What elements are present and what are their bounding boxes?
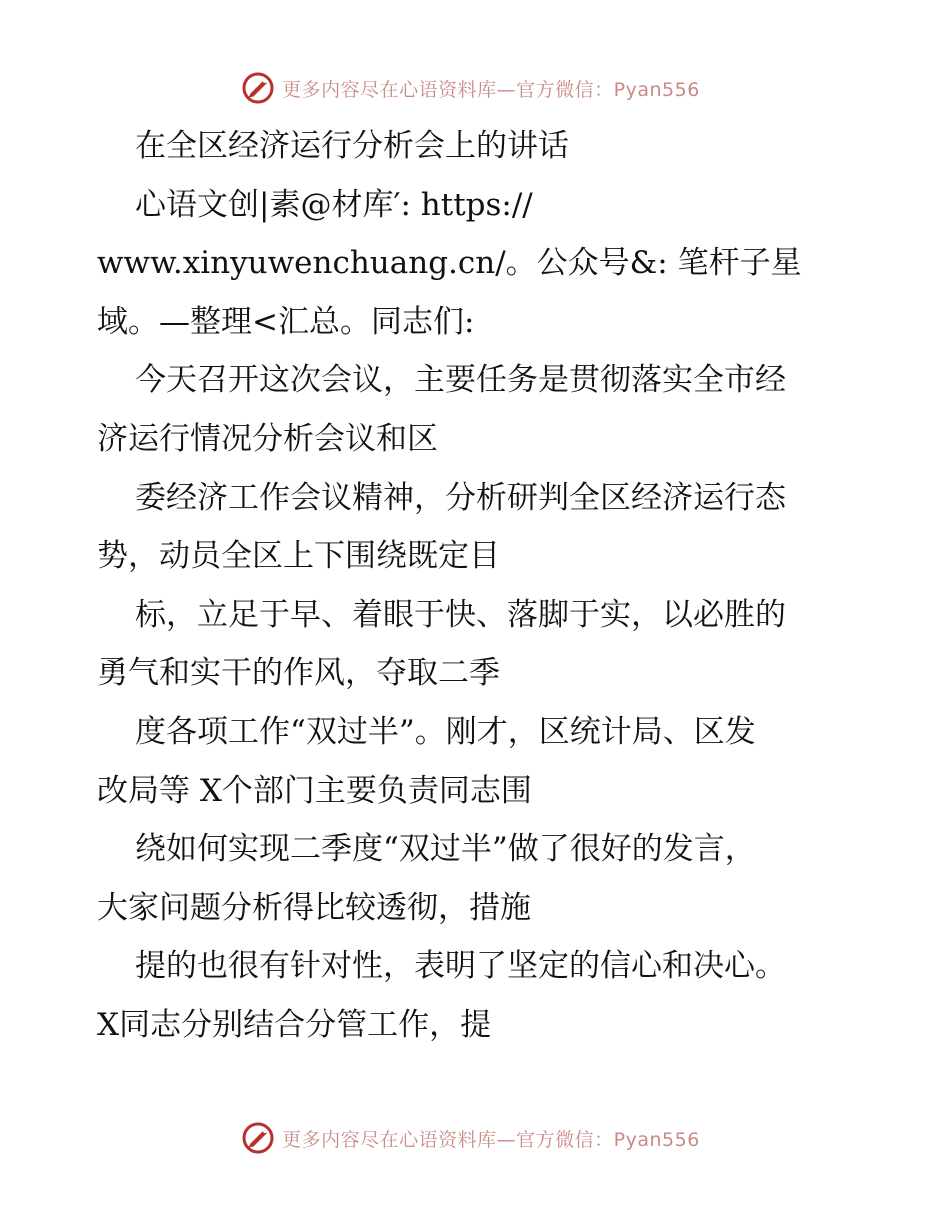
- document-body: [97, 117, 857, 1055]
- document-line: 度各项工作“双过半”。刚才，区统计局、区发: [135, 713, 756, 750]
- document-line: 济运行情况分析会议和区: [97, 420, 438, 457]
- document-line: 勇气和实干的作风，夺取二季: [97, 655, 500, 692]
- document-line: 域。—整理<汇总。同志们:: [97, 303, 475, 340]
- document-line: 势，动员全区上下围绕既定目: [97, 538, 500, 575]
- document-line: www.xinyuwenchuang.cn/。公众号&: 笔杆子星: [97, 245, 802, 282]
- document-line: 今天召开这次会议，主要任务是贯彻落实全市经: [135, 362, 786, 399]
- document-title: 在全区经济运行分析会上的讲话: [135, 128, 569, 164]
- header-banner: [0, 70, 950, 106]
- footer-banner-inner: [240, 1120, 700, 1156]
- document-line: 改局等 X个部门主要负责同志围: [97, 772, 532, 809]
- footer-banner: [0, 1120, 950, 1156]
- document-line: 标，立足于早、着眼于快、落脚于实，以必胜的: [135, 596, 786, 633]
- document-line: 心语文创|素@材库′: https://: [135, 186, 533, 223]
- pen-logo-icon: [240, 1120, 276, 1156]
- document-line: X同志分别结合分管工作，提: [97, 1006, 492, 1043]
- footer-banner-text: 更多内容尽在心语资料库—官方微信：Pyan556: [282, 1128, 700, 1151]
- header-banner-text: 更多内容尽在心语资料库—官方微信：Pyan556: [282, 78, 700, 101]
- document-line: 委经济工作会议精神，分析研判全区经济运行态: [135, 479, 786, 516]
- document-line: 提的也很有针对性，表明了坚定的信心和决心。: [135, 948, 786, 985]
- header-banner-inner: [240, 70, 700, 106]
- document-line: 大家问题分析得比较透彻，措施: [97, 889, 531, 926]
- document-line: 绕如何实现二季度“双过半”做了很好的发言，: [135, 831, 756, 868]
- pen-logo-icon: [240, 70, 276, 106]
